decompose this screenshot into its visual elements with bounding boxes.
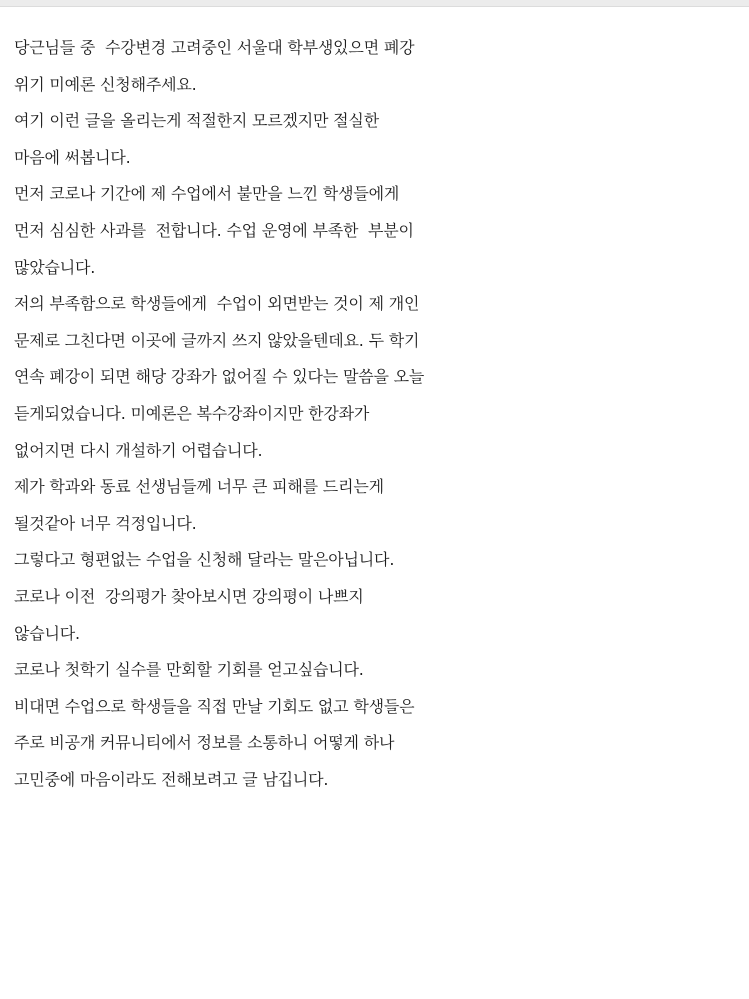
post-line: 연속 폐강이 되면 해당 강좌가 없어질 수 있다는 말씀을 오늘 [14,367,425,387]
post-line: 당근님들 중 수강변경 고려중인 서울대 학부생있으면 폐강 [14,38,415,57]
post-line: 않습니다. [14,623,80,643]
post-body [14,30,742,798]
post-line: 코로나 이전 강의평가 찾아보시면 강의평이 나쁘지 [14,586,364,606]
post-line: 많았습니다. [14,257,96,277]
post-line: 비대면 수업으로 학생들을 직접 만날 기회도 없고 학생들은 [14,696,415,716]
post-line: 그렇다고 형편없는 수업을 신청해 달라는 말은아닙니다. [14,550,395,570]
post-line: 고민중에 마음이라도 전해보려고 글 남깁니다. [14,769,329,789]
post-line: 위기 미예론 신청해주세요. [14,74,197,94]
post-line: 듣게되었습니다. 미예론은 복수강좌이지만 한강좌가 [14,403,370,423]
post-line: 먼저 심심한 사과를 전합니다. 수업 운영에 부족한 부분이 [14,220,414,240]
post-line: 여기 이런 글을 올리는게 적절한지 모르겠지만 절실한 [14,111,379,131]
post-line: 제가 학과와 동료 선생님들께 너무 큰 피해를 드리는게 [14,477,384,497]
post-line: 코로나 첫학기 실수를 만회할 기회를 얻고싶습니다. [14,660,364,680]
post-line: 없어지면 다시 개설하기 어렵습니다. [14,440,263,460]
post-line: 먼저 코로나 기간에 제 수업에서 불만을 느낀 학생들에게 [14,184,400,204]
post-line: 저의 부족함으로 학생들에게 수업이 외면받는 것이 제 개인 [14,294,420,314]
post-line: 주로 비공개 커뮤니티에서 정보를 소통하니 어떻게 하나 [14,733,395,753]
post-line: 문제로 그친다면 이곳에 글까지 쓰지 않았을텐데요. 두 학기 [14,330,420,350]
post-line: 마음에 써봅니다. [14,147,131,167]
top-divider [0,0,749,7]
post-line: 될것같아 너무 걱정입니다. [14,513,197,533]
